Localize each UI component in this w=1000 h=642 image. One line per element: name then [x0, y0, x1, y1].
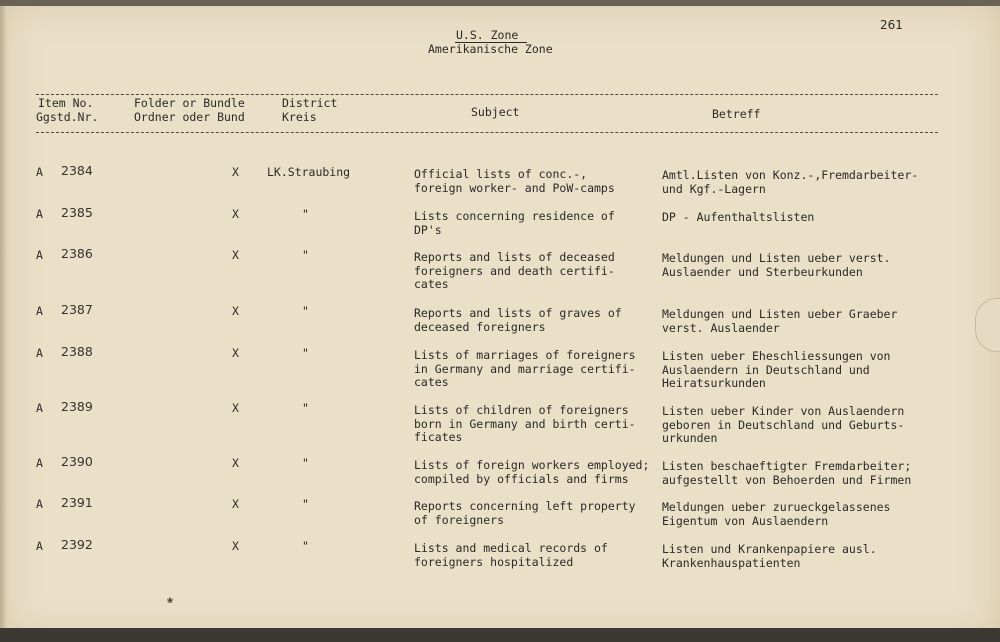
row-subject-line: deceased foreigners	[414, 319, 546, 334]
row-betreff-line: Meldungen und Listen ueber Graeber	[662, 307, 898, 321]
row-number: 2390	[61, 454, 93, 469]
row-district: "	[302, 401, 309, 415]
row-betreff-line: DP - Aufenthaltslisten	[662, 210, 815, 224]
row-folder: X	[232, 248, 239, 262]
row-betreff-line: geboren in Deutschland und Geburts-	[662, 417, 905, 432]
row-subject-line: compiled by officials and firms	[414, 471, 629, 486]
row-number: 2391	[61, 495, 93, 510]
col-district-line1: District	[282, 96, 338, 110]
row-district: "	[302, 304, 309, 318]
row-letter: A	[36, 456, 43, 470]
row-folder: X	[232, 207, 239, 221]
row-number: 2384	[61, 163, 93, 178]
row-number: 2386	[61, 246, 93, 261]
row-betreff-line: Auslaender und Sterbeurkunden	[662, 264, 863, 279]
row-betreff-line: Amtl.Listen von Konz.-,Fremdarbeiter-	[662, 168, 919, 182]
row-district: "	[302, 248, 309, 262]
thumb-tab-notch	[975, 298, 1000, 352]
row-betreff-line: urkunden	[662, 431, 718, 445]
row-number: 2392	[61, 537, 93, 552]
row-betreff-line: aufgestellt von Behoerden und Firmen	[662, 472, 912, 487]
row-number: 2388	[61, 344, 93, 359]
row-folder: X	[232, 456, 239, 470]
row-betreff-line: Krankenhauspatienten	[662, 555, 801, 570]
row-subject-line: Lists and medical records of	[414, 541, 608, 555]
row-subject-line: Reports and lists of graves of	[414, 306, 622, 320]
row-subject-line: ficates	[414, 430, 463, 444]
row-letter: A	[36, 401, 43, 415]
row-subject-line: born in Germany and birth certi-	[414, 416, 636, 431]
row-letter: A	[36, 304, 43, 318]
row-subject-line: Lists concerning residence of	[414, 209, 615, 223]
page-number: 261	[880, 18, 903, 32]
row-betreff-line: Listen ueber Eheschliessungen von	[662, 349, 891, 363]
row-letter: A	[36, 207, 43, 221]
row-subject-line: Lists of children of foreigners	[414, 403, 629, 417]
row-letter: A	[36, 497, 43, 511]
row-subject-line: foreign worker- and PoW-camps	[414, 180, 615, 195]
col-subject: Subject	[471, 105, 520, 119]
row-betreff-line: Listen und Krankenpapiere ausl.	[662, 542, 877, 556]
row-subject-line: of foreigners	[414, 512, 505, 527]
col-betreff: Betreff	[712, 107, 761, 121]
row-folder: X	[232, 539, 239, 553]
row-subject-line: DP's	[414, 222, 442, 237]
col-folder-line1: Folder or Bundle	[134, 96, 245, 110]
row-betreff-line: Listen beschaeftigter Fremdarbeiter;	[662, 459, 912, 473]
row-district: "	[302, 456, 309, 470]
row-folder: X	[232, 165, 239, 179]
row-betreff-line: Meldungen ueber zurueckgelassenes	[662, 500, 891, 514]
row-subject-line: cates	[414, 277, 449, 291]
col-folder-line2: Ordner oder Bund	[134, 110, 245, 124]
row-folder: X	[232, 304, 239, 318]
row-subject-line: Lists of marriages of foreigners	[414, 348, 636, 362]
row-subject-line: foreigners hospitalized	[414, 554, 574, 569]
row-subject-line: Lists of foreign workers employed;	[414, 458, 650, 472]
row-district: "	[302, 497, 309, 511]
row-betreff-line: Listen ueber Kinder von Auslaendern	[662, 404, 905, 418]
row-subject-line: Official lists of conc.-,	[414, 167, 588, 181]
row-betreff-line: Meldungen und Listen ueber verst.	[662, 251, 891, 265]
col-item-line1: Item No.	[38, 96, 94, 110]
row-betreff-line: verst. Auslaender	[662, 320, 780, 335]
col-district-line2: Kreis	[282, 110, 317, 124]
row-folder: X	[232, 497, 239, 511]
row-betreff-line: Eigentum von Auslaendern	[662, 513, 829, 528]
row-subject-line: Reports and lists of deceased	[414, 250, 615, 264]
row-district: "	[302, 539, 309, 553]
bottom-edge	[0, 628, 1000, 642]
row-betreff-line: Auslaendern in Deutschland und	[662, 362, 870, 377]
row-district: LK.Straubing	[267, 165, 351, 179]
row-number: 2389	[61, 399, 93, 414]
left-binding-edge	[0, 6, 8, 642]
row-subject-line: Reports concerning left property	[414, 499, 636, 513]
row-letter: A	[36, 539, 43, 553]
row-subject-line: cates	[414, 375, 449, 389]
zone-title: U.S. Zone	[456, 28, 519, 42]
row-letter: A	[36, 346, 43, 360]
header-rule-bottom	[36, 132, 938, 133]
row-district: "	[302, 346, 309, 360]
row-number: 2385	[61, 205, 93, 220]
zone-subtitle: Amerikanische Zone	[428, 42, 553, 56]
row-number: 2387	[61, 302, 93, 317]
ink-blot: ❀	[167, 595, 174, 606]
header-rule-top	[36, 94, 938, 95]
row-subject-line: foreigners and death certifi-	[414, 263, 615, 278]
top-binding-edge	[0, 0, 1000, 6]
row-subject-line: in Germany and marriage certifi-	[414, 361, 636, 376]
row-betreff-line: Heiratsurkunden	[662, 376, 766, 390]
row-folder: X	[232, 401, 239, 415]
row-letter: A	[36, 248, 43, 262]
row-letter: A	[36, 165, 43, 179]
row-folder: X	[232, 346, 239, 360]
row-betreff-line: und Kgf.-Lagern	[662, 181, 766, 196]
row-district: "	[302, 207, 309, 221]
col-item-line2: Ggstd.Nr.	[36, 110, 99, 124]
